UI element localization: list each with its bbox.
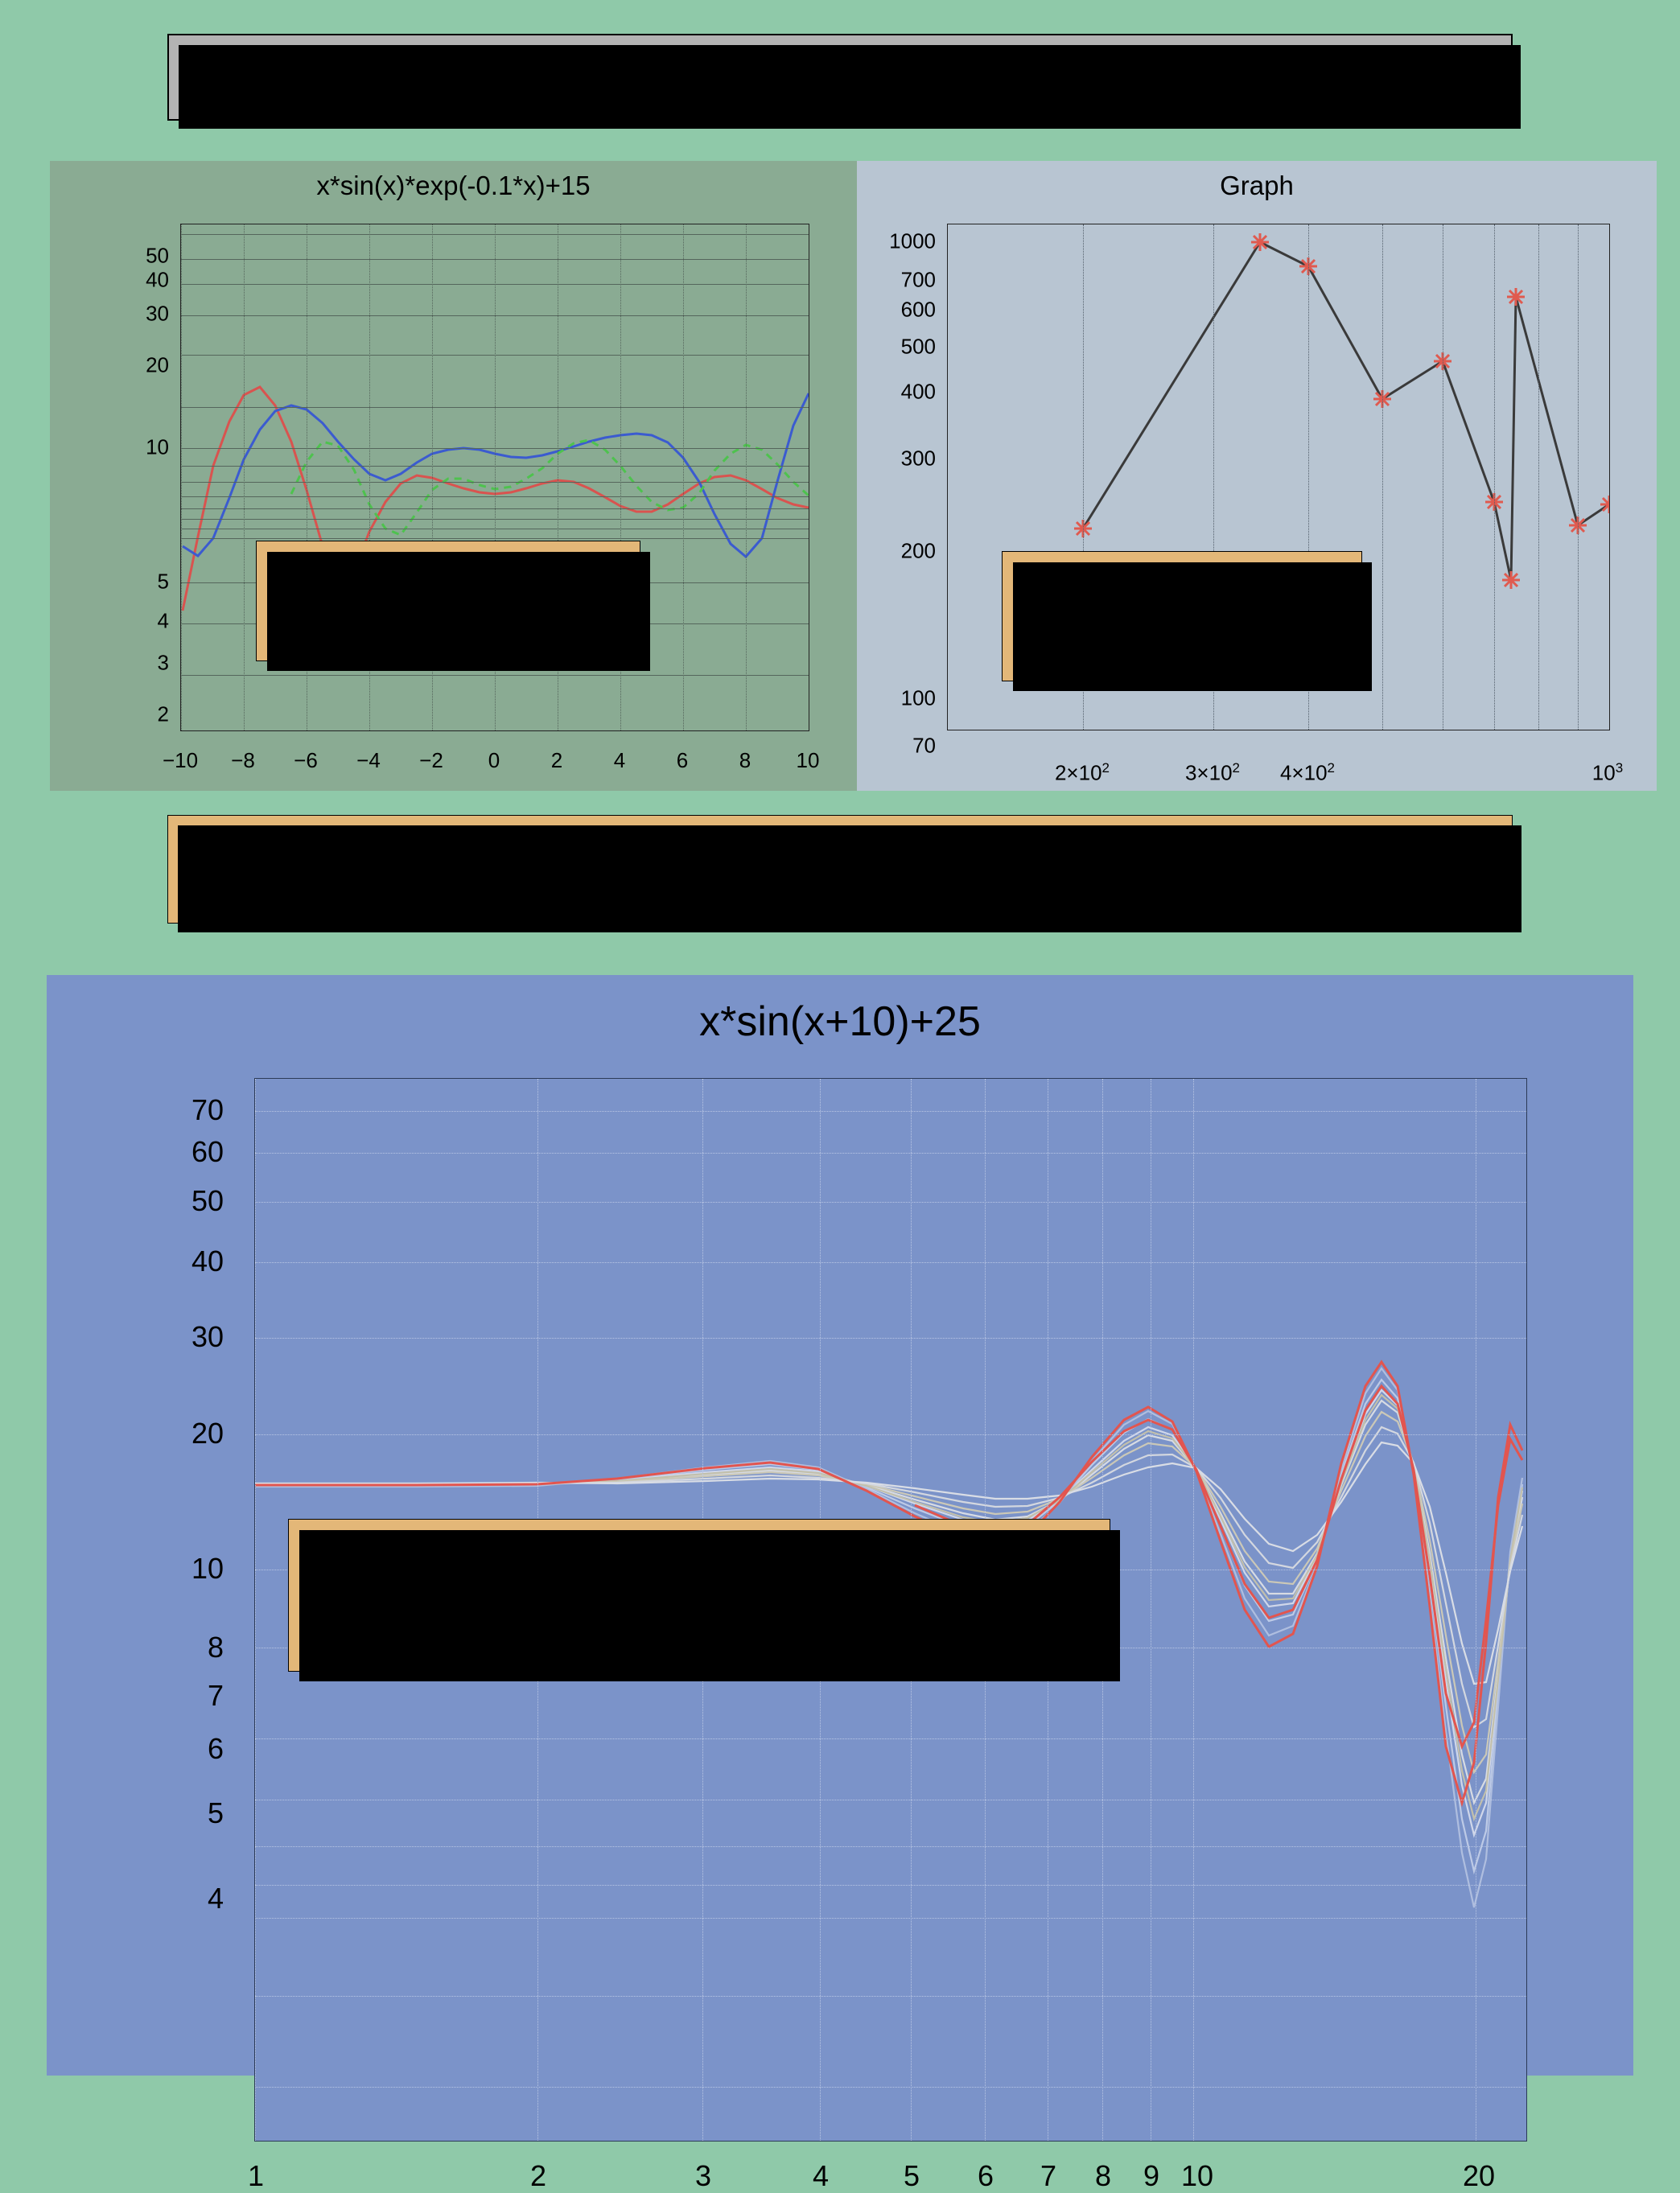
pad1-xtick-m2: −2 (419, 748, 443, 772)
pad3-xtick-1: 1 (247, 2159, 265, 2192)
gridline-v (255, 1079, 256, 2141)
mid-banner (167, 815, 1513, 924)
pad1-ytick-4: 4 (157, 608, 169, 633)
pad2-ytick-300: 300 (900, 446, 936, 471)
gridline-h (255, 1262, 1526, 1263)
gridline-h (255, 1434, 1526, 1435)
gridline-v (1494, 224, 1495, 730)
gridline-h (255, 1738, 1526, 1739)
gridline-v (746, 224, 747, 730)
pad1-xtick-0: 0 (488, 748, 500, 772)
gridline-v (1193, 1079, 1194, 2141)
gridline-h (255, 1111, 1526, 1112)
gridline-v (1538, 224, 1539, 730)
pad1-annotation-line2: More Log labels requested. (271, 601, 545, 626)
gridline-h (255, 1153, 1526, 1154)
pad2-annotation-line1: Log scale along X and Y axis. (1017, 563, 1313, 588)
pad1-xtick-m10: −10 (162, 748, 199, 772)
pad2-xtick-1000: $10^3$ (1591, 760, 1624, 785)
pad1-xtick-8: 8 (739, 748, 751, 772)
pad1-annotation (256, 541, 640, 661)
pad3-xtick-8: 8 (1094, 2159, 1112, 2192)
pad2-ytick-700: 700 (900, 267, 936, 292)
gridline-v (683, 224, 684, 730)
pad2-annotation-line3: No exponent along Y axis. (1017, 637, 1279, 662)
pad1-xtick-4: 4 (613, 748, 626, 772)
pad2-ytick-600: 600 (900, 297, 936, 322)
pad2-annotation-line2: More Log labels on both. (1017, 600, 1266, 625)
pad3-ytick-10: 10 (191, 1552, 224, 1585)
gridline-h (255, 1338, 1526, 1339)
pad2-xtick-300: $3\times 10^2$ (1184, 760, 1241, 785)
pad3-ytick-5: 5 (207, 1796, 224, 1829)
series-blue-curve (183, 393, 809, 557)
pad3-ytick-20: 20 (191, 1417, 224, 1450)
series-graph-line (1083, 242, 1609, 580)
pad3-xtick-9: 9 (1143, 2159, 1160, 2192)
pad3-xtick-20: 20 (1462, 2159, 1496, 2192)
pad3-ytick-4: 4 (207, 1882, 224, 1915)
chart-pad-2 (857, 161, 1657, 791)
pad2-ytick-70: 70 (912, 733, 936, 758)
pad1-xtick-m8: −8 (231, 748, 255, 772)
pad1-xtick-m6: −6 (294, 748, 318, 772)
pad1-ytick-30: 30 (146, 301, 169, 326)
pad1-xtick-2: 2 (550, 748, 563, 772)
pad3-ytick-60: 60 (191, 1135, 224, 1168)
pad3-ytick-50: 50 (191, 1184, 224, 1217)
pad3-ytick-7: 7 (207, 1679, 224, 1712)
gridline-v (244, 224, 245, 730)
gridline-h (255, 1996, 1526, 1997)
pad3-ytick-30: 30 (191, 1320, 224, 1353)
pad3-xtick-3: 3 (694, 2159, 712, 2192)
pad2-ytick-500: 500 (900, 334, 936, 359)
chart-pad-1 (50, 161, 857, 791)
pad3-xtick-6: 6 (977, 2159, 994, 2192)
pad1-ytick-3: 3 (157, 650, 169, 675)
pad3-xtick-5: 5 (903, 2159, 920, 2192)
pad2-annotation (1002, 551, 1362, 681)
pad2-ytick-200: 200 (900, 538, 936, 563)
gridline-h (255, 2087, 1526, 2088)
pad3-xtick-10: 10 (1180, 2159, 1214, 2192)
pad3-ytick-70: 70 (191, 1093, 224, 1126)
mid-banner-text: When more Log labels are requested, the overlapping labels are removed (341, 852, 1339, 886)
pad3-annotation-line2: More Log labels on both. (303, 1576, 570, 1603)
pad3-annotation (288, 1519, 1110, 1672)
pad1-xtick-10: 10 (796, 748, 820, 772)
pad3-title: x*sin(x+10)+25 (699, 998, 981, 1045)
pad3-xtick-2: 2 (529, 2159, 547, 2192)
pad1-ytick-50: 50 (146, 243, 169, 268)
gridline-h (255, 1918, 1526, 1919)
pad1-xtick-6: 6 (676, 748, 689, 772)
pad3-ytick-8: 8 (207, 1631, 224, 1664)
pad1-ytick-20: 20 (146, 352, 169, 377)
pad2-xtick-200: $2\times 10^2$ (1054, 760, 1110, 785)
pad1-ytick-10: 10 (146, 434, 169, 459)
gridline-h (255, 1885, 1526, 1886)
gridline-h (255, 1202, 1526, 1203)
pad3-annotation-line3: The labels have no exponents (they would be 0 or 1) (303, 1621, 866, 1648)
gridline-v (1578, 224, 1579, 730)
pad2-ytick-400: 400 (900, 379, 936, 404)
pad2-ytick-100: 100 (900, 685, 936, 710)
pad2-title: Graph (1220, 171, 1294, 200)
pad2-ytick-1000: 1000 (889, 228, 936, 253)
pad1-ytick-2: 2 (157, 702, 169, 726)
pad3-xtick-7: 7 (1040, 2159, 1057, 2192)
gridline-v (181, 224, 182, 730)
pad1-ytick-5: 5 (157, 569, 169, 594)
pad3-ytick-6: 6 (207, 1732, 224, 1765)
gridline-h (255, 1846, 1526, 1847)
pad1-xtick-m4: −4 (356, 748, 381, 772)
pad2-xtick-400: $4\times 10^2$ (1279, 760, 1336, 785)
pad3-xtick-4: 4 (812, 2159, 830, 2192)
pad1-annotation-line1: Log scale along Y axis. (271, 553, 502, 578)
title-banner-text: Various options on LOG scales plots (490, 53, 1190, 101)
gridline-v (1382, 224, 1383, 730)
pad3-annotation-line1: Log scale along X and Y axis. (303, 1531, 621, 1557)
pad1-title: x*sin(x)*exp(-0.1*x)+15 (316, 171, 591, 200)
pad1-ytick-40: 40 (146, 267, 169, 292)
title-banner (167, 34, 1513, 121)
pad3-ytick-40: 40 (191, 1245, 224, 1278)
